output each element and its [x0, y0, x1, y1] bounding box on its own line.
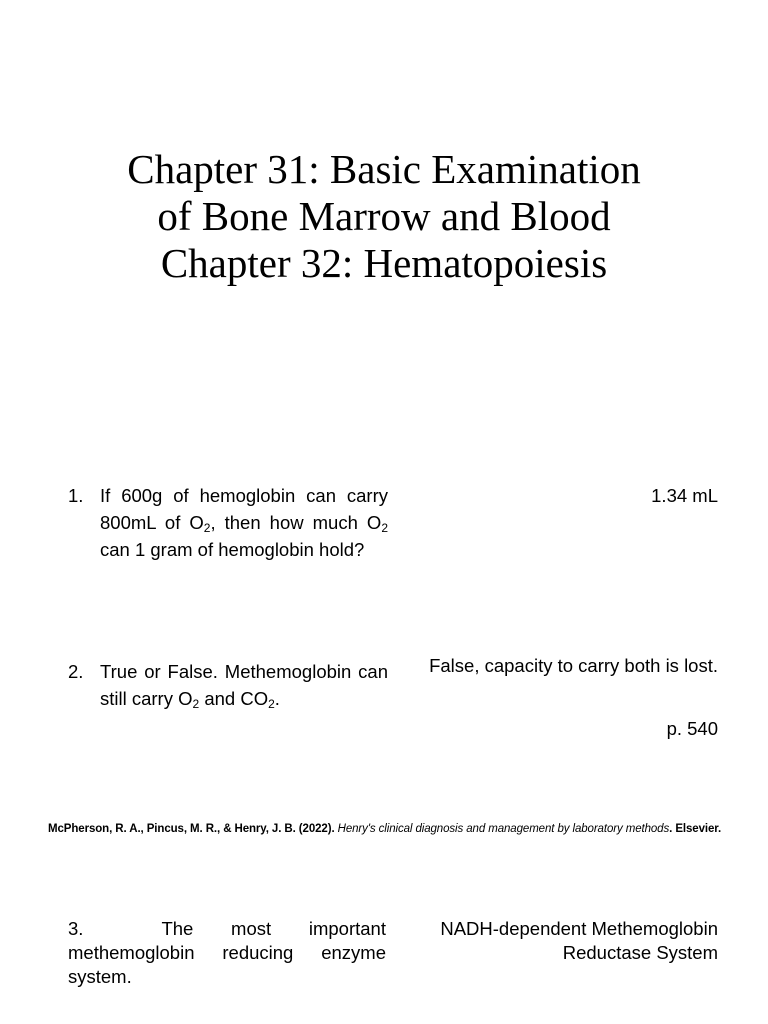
answer-3 — [440, 917, 718, 965]
question-3-number: 3. — [68, 918, 84, 939]
question-2-text: True or False. Methemoglobin can still carry $O_2$ and $CO_2$. — [100, 661, 388, 711]
answer-3-line-2: Reductase System — [562, 942, 718, 963]
answer-2: False, capacity to carry both is lost. — [429, 655, 718, 676]
question-3 — [68, 917, 386, 989]
page-title — [84, 146, 684, 287]
question-1-number: 1. — [68, 485, 84, 506]
title-line-1: Chapter 31: Basic Examination — [127, 146, 641, 192]
question-1 — [68, 482, 388, 592]
title-line-3: Chapter 32: Hematopoiesis — [160, 240, 608, 286]
question-1-text: If 600g of hemoglobin can carry 800mL of $O_2$, then how much $O_2$ can 1 gram of hemoglobin hold? — [100, 485, 388, 560]
question-2-number: 2. — [68, 661, 84, 682]
question-3-text: The most important methemoglobin reducing enzyme system. — [68, 918, 386, 987]
page-reference: p. 540 — [666, 718, 718, 739]
answer-1: 1.34 mL — [651, 485, 718, 506]
answer-3-line-1: NADH-dependent Methemoglobin — [440, 918, 718, 939]
question-2 — [68, 658, 388, 718]
citation: McPherson, R. A., Pincus, M. R., & Henry, J. B. (2022). Henry's clinical diagnosis and management by laboratory methods. Elsevier. — [48, 823, 722, 835]
title-line-2: of Bone Marrow and Blood — [157, 193, 611, 239]
